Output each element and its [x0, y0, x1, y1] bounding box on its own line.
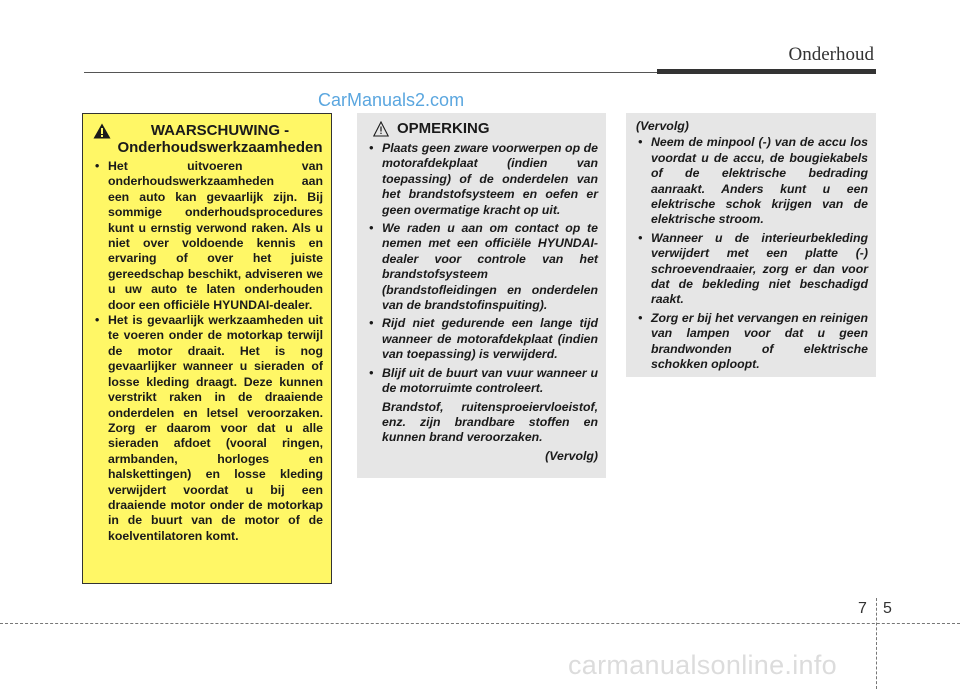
- warning-list: [93, 159, 323, 544]
- warning-item: • Het is gevaarlijk werkzaamheden uit te voeren onder de motorkap terwijl de motor draait. Het is nog gevaarlijker wanneer u sieraden of losse kleding draagt. Deze kunnen verstrikt raken in de draaiende onderdelen en letsel veroorzaken. Zorg er daarom voor dat u alle sieraden afdoet (vooral ringen, armbanden, horloges en halskettingen) en losse kleding verwijdert voordat u bij een draaiende motor onder de motorkap in de buurt van de motor of de koelventilatoren komt.: [93, 313, 323, 544]
- watermark-top: CarManuals2.com: [318, 90, 465, 110]
- note-continued: (Vervolg): [545, 448, 598, 463]
- note-sub-paragraph: Brandstof, ruitensproeiervloeistof, enz. zijn brandbare stoffen en kunnen brand veroorzaken.: [382, 399, 598, 445]
- warning-heading: [93, 122, 323, 156]
- warning-box: [82, 113, 332, 584]
- warning-title-line2: Onderhoudswerkzaamheden: [117, 139, 323, 156]
- header-rule-accent: [657, 69, 876, 74]
- footer-divider: [876, 598, 877, 689]
- page-number-chapter: 7: [858, 600, 867, 617]
- continued-item: • Wanneer u de interieurbekleding verwijdert met een platte (-) schroevendraaier, zorg er dan voor dat de bekleding niet beschadigd raakt.: [636, 231, 868, 308]
- continued-list: [636, 135, 868, 372]
- continued-box: [626, 113, 876, 377]
- note-item: • Rijd niet gedurende een lange tijd wanneer de motorafdekplaat (indien van toepassing) is verwijderd.: [367, 316, 598, 362]
- note-box: [357, 113, 606, 478]
- footer-rule: [0, 623, 960, 624]
- page-number-page: 5: [883, 600, 892, 617]
- header-rule: [84, 72, 657, 73]
- warning-item: • Het uitvoeren van onderhoudswerkzaamheden aan een auto kan gevaarlijk zijn. Bij sommige onderhoudsprocedures kunt u ernstig verwond raken. Als u niet over voldoende kennis en ervaring of over het juiste gereedschap beschikt, adviseren we u uw auto te laten onderhouden door een officiële HYUNDAI-dealer.: [93, 159, 323, 313]
- note-heading: [373, 121, 598, 137]
- watermark-bottom: carmanualsonline.info: [568, 650, 837, 680]
- caution-triangle-icon: [373, 121, 389, 137]
- note-item: • Plaats geen zware voorwerpen op de motorafdekplaat (indien van toepassing) of de onderdelen van het brandstofsysteem en oefen er geen overmatige kracht op uit.: [367, 141, 598, 218]
- continued-heading: (Vervolg): [636, 119, 689, 133]
- note-item: • We raden u aan om contact op te nemen met een officiële HYUNDAI-dealer voor controle van het brandstofsysteem (brandstofleidingen en onderdelen van de brandstofinspuiting).: [367, 221, 598, 313]
- warning-title-line1: WAARSCHUWING -: [150, 122, 290, 139]
- note-list: [367, 141, 598, 397]
- continued-item: • Zorg er bij het vervangen en reinigen van lampen voor dat u geen brandwonden of elektrische schokken oploopt.: [636, 311, 868, 373]
- warning-triangle-icon: [93, 123, 111, 139]
- note-item: • Blijf uit de buurt van vuur wanneer u de motorruimte controleert.: [367, 366, 598, 397]
- section-title: Onderhoud: [788, 44, 874, 65]
- continued-item: • Neem de minpool (-) van de accu los voordat u de accu, de bougiekabels of de elektrische bedrading aanraakt. Anders kunt u een elektrische schok krijgen van de elektrische stroom.: [636, 135, 868, 227]
- note-title: OPMERKING: [397, 120, 490, 138]
